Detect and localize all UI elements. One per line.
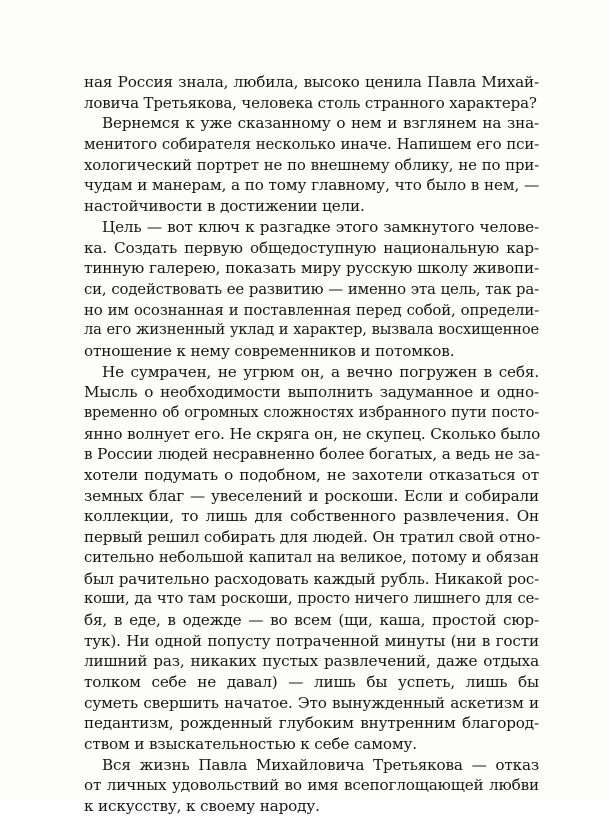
text-line: хотели подумать о подобном, не захотели отказаться от — [84, 466, 539, 485]
text-line: бя, в еде, в одежде — во всем (щи, каша, простой сюр- — [84, 610, 539, 629]
text-line: в России людей несравненно более богатых, а ведь не за- — [84, 445, 541, 464]
text-line: Вернемся к уже сказанному о нем и взглянем на зна- — [102, 114, 539, 133]
text-line: Мысль о необходимости выполнить задуманное и одно- — [84, 383, 539, 402]
text-line: суметь свершить начатое. Это вынужденный аскетизм и — [84, 693, 539, 712]
text-line: тук). Ни одной попусту потраченной минуты (ни в гости — [84, 631, 539, 650]
text-line: был рачительно расходовать каждый рубль. Никакой рос- — [84, 569, 539, 588]
text-line: отношение к нему современников и потомков. — [84, 341, 455, 360]
text-line: земных благ — увеселений и роскоши. Если и собирали — [84, 486, 539, 505]
text-line: тинную галерею, показать миру русскую школу живопи- — [84, 259, 539, 278]
text-line: коллекции, то лишь для собственного развлечения. Он — [84, 507, 539, 526]
text-line: первый решил собирать для людей. Он тратил свой отно- — [84, 528, 541, 547]
text-line: ная Россия знала, любила, высоко ценила Павла Михай- — [84, 73, 539, 91]
text-line: коши, да что там роскоши, просто ничего лишнего для се- — [84, 590, 539, 608]
text-line: сительно небольшой капитал на великое, потому и обязан — [84, 548, 539, 566]
text-line: си, содействовать ее развитию — именно эта цель, так ра- — [84, 279, 539, 298]
text-line: ка. Создать первую общедоступную национальную кар- — [84, 238, 539, 257]
text-line: ством и взыскательностью к себе самому. — [84, 735, 417, 753]
paragraph-1 — [84, 72, 539, 113]
text-line: чудам и манерам, а по тому главному, что было в нем, — — [84, 176, 539, 195]
text-line: педантизм, рожденный глубоким внутренним благород- — [84, 714, 539, 733]
text-line: Не сумрачен, не угрюм он, а вечно погружен в себя. — [102, 362, 539, 381]
text-line: лишний раз, никаких пустых развлечений, даже отдыха — [84, 652, 539, 671]
text-line: менитого собирателя несколько иначе. Напишем его пси- — [84, 135, 539, 154]
text-line: временно об огромных сложностях избранного пути посто- — [84, 404, 539, 421]
text-line: ла его жизненный уклад и характер, вызвала восхищенное — [84, 321, 539, 339]
paragraph-5 — [84, 755, 539, 817]
text-line: к искусству, к своему народу. — [84, 797, 320, 816]
text-line: толком себе не давал) — лишь бы успеть, лишь бы — [84, 672, 539, 691]
paragraph-3 — [84, 217, 539, 362]
paragraph-4 — [84, 362, 539, 755]
text-line: ловича Третьякова, человека столь странного характера? — [84, 93, 537, 112]
text-line: Цель — вот ключ к разгадке этого замкнутого челове- — [102, 217, 539, 236]
text-line: но им осознанная и поставленная перед собой, определи- — [84, 300, 539, 319]
text-line: янно волнует его. Не скряга он, не скупец. Сколько было — [84, 424, 541, 443]
text-line: хологический портрет не по внешнему облику, не по при- — [84, 155, 539, 174]
paragraph-2 — [84, 113, 539, 216]
body-text — [84, 72, 539, 817]
text-line: от личных удовольствий во имя всепоглощающей любви — [84, 776, 539, 795]
text-line: Вся жизнь Павла Михайловича Третьякова — отказ — [102, 755, 539, 774]
text-line: настойчивости в достижении цели. — [84, 197, 365, 216]
